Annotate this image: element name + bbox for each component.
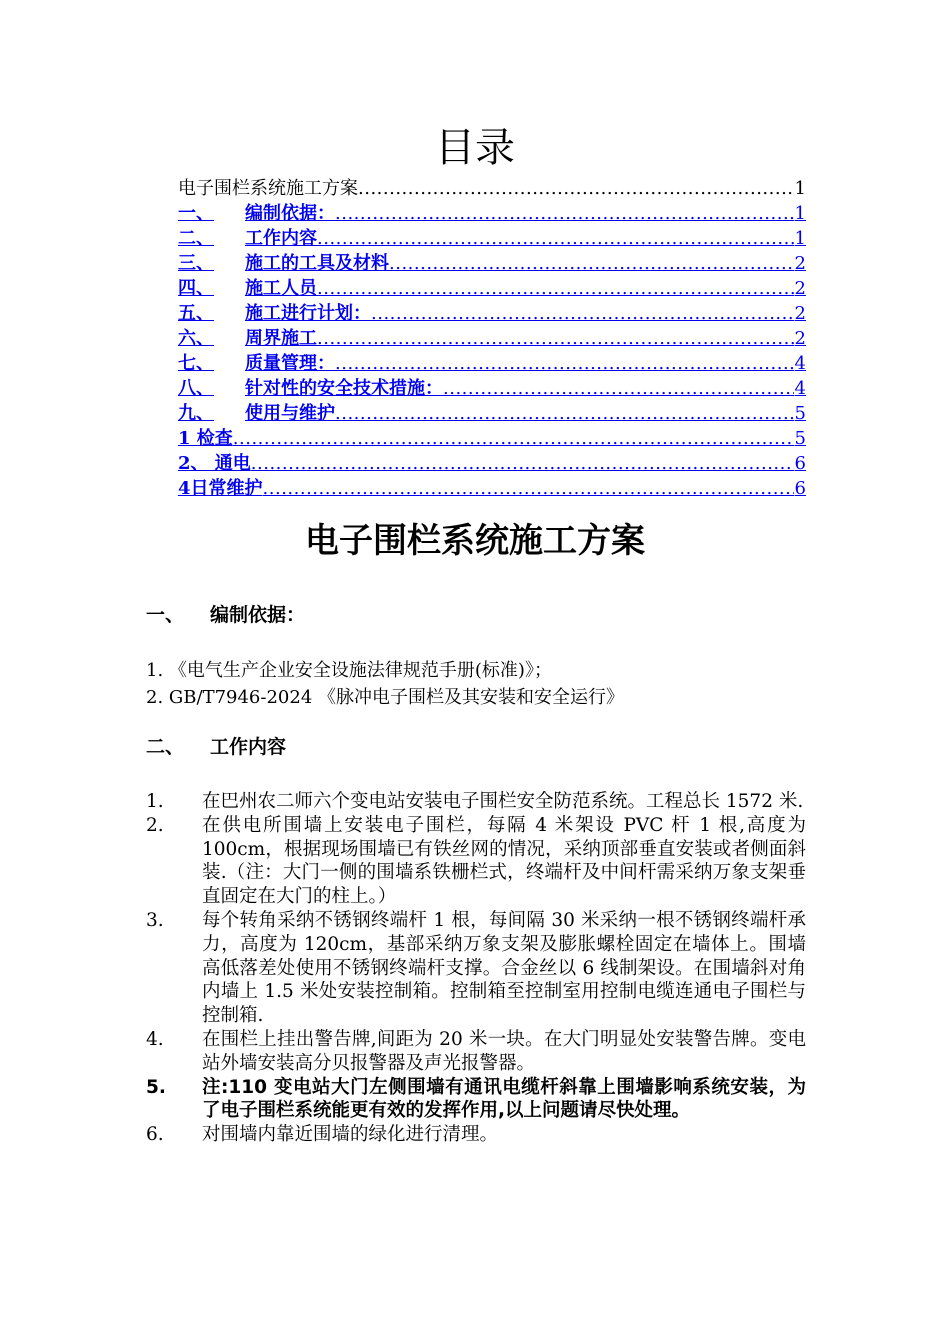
work-item-text: 在围栏上挂出警告牌,间距为 20 米一块。在大门明显处安装警告牌。变电站外墙安装高分贝报警器及声光报警器。: [202, 1028, 806, 1074]
work-item-text: 在供电所围墙上安装电子围栏，每隔 4 米架设 PVC 杆 1 根,高度为 100cm，根据现场围墙已有铁丝网的情况，采纳顶部垂直安装或者侧面斜装.（注：大门一侧的围墙系铁栅栏式，终端杆及中间杆需采纳万象支架垂直固定在大门的柱上。）: [202, 814, 806, 908]
toc-entry-number: 2、 通电: [178, 453, 251, 474]
toc-entry[interactable]: [178, 399, 806, 424]
toc-leader-dots: [371, 303, 794, 324]
basis-item: 1. 《电气生产企业安全设施法律规范手册(标准)》；: [146, 660, 552, 681]
toc-page-number: 2: [794, 328, 806, 349]
toc-leader-dots: [317, 278, 794, 299]
work-item-text: 对围墙内靠近围墙的绿化进行清理。: [202, 1124, 499, 1146]
toc-entry-label: 针对性的安全技术措施：: [245, 378, 443, 399]
toc-page-number: 1: [794, 203, 806, 224]
work-item: [146, 790, 806, 814]
section-heading-work: [146, 732, 286, 759]
toc-leader-dots: [335, 203, 794, 224]
toc-page-number: 4: [794, 378, 806, 399]
toc-leader-dots: [251, 453, 794, 474]
toc-page-number: 1: [794, 228, 806, 249]
toc-leader-dots: [263, 478, 794, 499]
work-item: [146, 1076, 806, 1124]
toc-entry[interactable]: [178, 299, 806, 324]
toc-entry-number: 一、: [178, 203, 214, 224]
toc-entry[interactable]: [178, 324, 806, 349]
toc-entry[interactable]: [178, 199, 806, 224]
toc-entry[interactable]: [178, 474, 806, 499]
toc-entry-number: 四、: [178, 278, 214, 299]
work-item-number: 3.: [146, 909, 164, 931]
toc-page-number: 2: [794, 253, 806, 274]
toc-entry[interactable]: [178, 374, 806, 399]
toc-entry-label: 施工进行计划：: [245, 303, 371, 324]
section-number: 二、: [146, 736, 185, 758]
work-item-number: 2.: [146, 814, 164, 836]
toc-entry-label: 使用与维护: [245, 403, 335, 424]
toc-entry-number: 1 检查: [178, 428, 233, 449]
toc-page-number: 6: [794, 478, 806, 499]
section-heading-basis: [146, 600, 305, 627]
toc-entry[interactable]: [178, 349, 806, 374]
toc-leader-dots: [317, 228, 794, 249]
work-item-number: 1.: [146, 791, 164, 812]
toc-entry: [178, 174, 806, 199]
toc-entry-label: 质量管理：: [245, 353, 335, 374]
toc-entry[interactable]: [178, 249, 806, 274]
work-item-text: 注:110 变电站大门左侧围墙有通讯电缆杆斜靠上围墙影响系统安装，为了电子围栏系统能更有效的发挥作用,以上问题请尽快处理。: [202, 1076, 806, 1122]
basis-list: [146, 657, 826, 711]
toc-entry[interactable]: [178, 224, 806, 249]
toc-page-number: 1: [794, 178, 806, 199]
toc-entry-label: 施工人员: [245, 278, 317, 299]
work-item-number: 4.: [146, 1028, 164, 1050]
work-item-text: 每个转角采纳不锈钢终端杆 1 根，每间隔 30 米采纳一根不锈钢终端杆承力，高度为 120cm，基部采纳万象支架及膨胀螺栓固定在墙体上。围墙高低落差处使用不锈钢终端杆支撑。合金丝以 6 线制架设。在围墙斜对角内墙上 1.5 米处安装控制箱。控制箱至控制室用控制电缆连通电子围栏与控制箱.: [202, 909, 806, 1027]
toc-entry[interactable]: [178, 449, 806, 474]
toc-leader-dots: [389, 253, 794, 274]
work-item: [146, 909, 806, 1028]
toc-leader-dots: [335, 353, 794, 374]
toc-entry-number: 八、: [178, 378, 214, 399]
toc-page-number: 2: [794, 303, 806, 324]
toc-entry-number: 4日常维护: [178, 478, 263, 499]
toc-entry[interactable]: [178, 424, 806, 449]
toc-page-number: 6: [794, 453, 806, 474]
toc-page-number: 5: [794, 403, 806, 424]
toc-entry-number: 五、: [178, 303, 214, 324]
toc-entry-number: 六、: [178, 328, 214, 349]
section-title: 工作内容: [210, 736, 287, 758]
table-of-contents: [178, 174, 806, 499]
toc-entry-number: 九、: [178, 403, 214, 424]
toc-entry[interactable]: [178, 274, 806, 299]
toc-leader-dots: [443, 378, 794, 399]
toc-entry-number: 三、: [178, 253, 214, 274]
work-item-number: 5.: [146, 1076, 166, 1098]
toc-entry-label: 工作内容: [245, 228, 317, 249]
work-item: [146, 1123, 806, 1147]
toc-leader-dots: [358, 178, 794, 199]
toc-title: 目录: [435, 125, 515, 171]
work-item: [146, 814, 806, 909]
basis-item: 2. GB/T7946-2024 《脉冲电子围栏及其安装和安全运行》: [146, 687, 624, 708]
toc-page-number: 2: [794, 278, 806, 299]
work-content-list: [146, 790, 806, 1147]
toc-entry-number: 电子围栏系统施工方案: [178, 178, 358, 199]
work-item-text: 在巴州农二师六个变电站安装电子围栏安全防范系统。工程总长 1572 米.: [202, 791, 804, 812]
toc-leader-dots: [233, 428, 794, 449]
section-number: 一、: [146, 604, 185, 626]
toc-leader-dots: [317, 328, 794, 349]
document-title: 电子围栏系统施工方案: [305, 521, 645, 561]
work-item: [146, 1028, 806, 1076]
toc-entry-number: 二、: [178, 228, 214, 249]
work-item-number: 6.: [146, 1124, 164, 1146]
section-title: 编制依据：: [210, 604, 306, 626]
toc-entry-label: 编制依据：: [245, 203, 335, 224]
toc-entry-number: 七、: [178, 353, 214, 374]
toc-entry-label: 周界施工: [245, 328, 317, 349]
toc-page-number: 4: [794, 353, 806, 374]
toc-entry-label: 施工的工具及材料: [245, 253, 389, 274]
toc-page-number: 5: [794, 428, 806, 449]
toc-leader-dots: [335, 403, 794, 424]
